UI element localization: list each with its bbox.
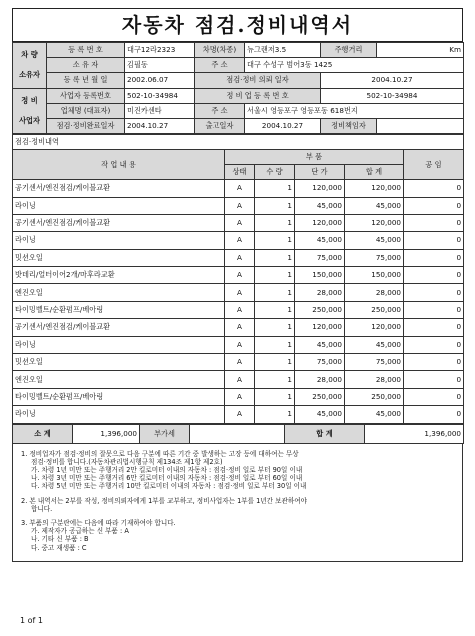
vehicle-owner-label: 차 량 소유자: [13, 43, 47, 89]
biz-reg-value: 502-10-34984: [125, 88, 195, 103]
note-line: 2. 본 내역서는 2부를 작성, 정비의뢰자에게 1부를 교부하고, 정비사업자는 1부를 1년간 보관하여야: [21, 496, 307, 505]
item-work: 밋션오일: [13, 249, 225, 266]
note-line: 합니다.: [31, 504, 53, 513]
item-amount: 120,000: [345, 319, 404, 336]
col-amount-header: 합 계: [345, 165, 404, 180]
item-amount: 75,000: [345, 354, 404, 371]
item-labor: 0: [404, 232, 464, 249]
table-row: [13, 354, 464, 371]
table-row: [13, 406, 464, 423]
col-labor-header: 공 임: [404, 150, 464, 180]
table-row: [13, 336, 464, 353]
shop-reg-label: 정 비 업 등 록 번 호: [195, 88, 321, 103]
address-label: 주 소: [195, 58, 245, 73]
item-unit-price: 250,000: [295, 388, 345, 405]
item-unit-price: 75,000: [295, 249, 345, 266]
document-page: [12, 8, 463, 562]
item-labor: 0: [404, 319, 464, 336]
item-amount: 45,000: [345, 336, 404, 353]
col-unit-header: 단 가: [295, 165, 345, 180]
item-labor: 0: [404, 406, 464, 423]
item-labor: 0: [404, 371, 464, 388]
item-amount: 28,000: [345, 371, 404, 388]
item-qty: 1: [255, 197, 295, 214]
item-labor: 0: [404, 284, 464, 301]
col-parts-header: 부 품: [225, 150, 404, 165]
item-amount: 250,000: [345, 388, 404, 405]
item-status: A: [225, 284, 255, 301]
page-number: 1 of 1: [20, 616, 43, 625]
col-work-header: 작 업 내 용: [13, 150, 225, 180]
shop-address-label: 주 소: [195, 103, 245, 118]
release-date-label: 출고일자: [195, 118, 245, 133]
mileage-label: 주행거리: [321, 43, 377, 58]
item-qty: 1: [255, 284, 295, 301]
table-row: [13, 371, 464, 388]
company-value: 미진카센타: [125, 103, 195, 118]
item-qty: 1: [255, 267, 295, 284]
section-label: 점검·정비내역: [13, 135, 464, 150]
item-qty: 1: [255, 301, 295, 318]
item-status: A: [225, 336, 255, 353]
note-line: 1. 정비업자가 점검·정비의 잘못으로 다음 구분에 따른 기간 중 발생하는 고장 등에 대하여는 무상: [21, 449, 299, 458]
car-name-label: 차명(차종): [195, 43, 245, 58]
item-amount: 75,000: [345, 249, 404, 266]
reg-date-label: 등 록 년 월 일: [47, 73, 125, 88]
header-info-table: [12, 42, 464, 134]
col-status-header: 상태: [225, 165, 255, 180]
note-line: 나. 기타 신 부품 : B: [31, 535, 89, 544]
item-qty: 1: [255, 232, 295, 249]
address-value: 대구 수성구 범어3동 1425: [245, 58, 464, 73]
item-unit-price: 45,000: [295, 336, 345, 353]
item-amount: 120,000: [345, 214, 404, 231]
item-labor: 0: [404, 336, 464, 353]
owner-value: 김필동: [125, 58, 195, 73]
item-unit-price: 45,000: [295, 197, 345, 214]
table-row: [13, 267, 464, 284]
document-title: 자동차 점검.정비내역서: [12, 8, 463, 42]
subtotal-label: 소 계: [13, 424, 73, 443]
item-unit-price: 75,000: [295, 354, 345, 371]
item-status: A: [225, 180, 255, 197]
work-items-table: [12, 134, 464, 423]
totals-table: [12, 424, 464, 444]
item-work: 밋션오일: [13, 354, 225, 371]
item-qty: 1: [255, 371, 295, 388]
item-labor: 0: [404, 301, 464, 318]
shop-reg-value: 502-10-34984: [321, 88, 464, 103]
table-row: [13, 197, 464, 214]
request-date-value: 2004.10.27: [321, 73, 464, 88]
note-line: 3. 부품의 구분란에는 다음에 따라 기재하여야 합니다.: [21, 519, 176, 528]
reg-no-value: 대구12라2323: [125, 43, 195, 58]
repairer-label: 정 비 사업자: [13, 88, 47, 134]
item-work: 라이닝: [13, 232, 225, 249]
item-qty: 1: [255, 336, 295, 353]
request-date-label: 점검·정비 의뢰 일자: [195, 73, 321, 88]
item-labor: 0: [404, 180, 464, 197]
item-amount: 150,000: [345, 267, 404, 284]
item-unit-price: 45,000: [295, 232, 345, 249]
note-line: 가. 제작자가 공급하는 신 부품 : A: [31, 527, 129, 536]
table-row: [13, 319, 464, 336]
item-labor: 0: [404, 214, 464, 231]
item-work: 공기센서/엔진점검/케이블교환: [13, 180, 225, 197]
item-qty: 1: [255, 319, 295, 336]
vat-value: [190, 424, 285, 443]
table-row: [13, 301, 464, 318]
item-labor: 0: [404, 249, 464, 266]
item-work: 공기센서/엔진점검/케이블교환: [13, 214, 225, 231]
item-amount: 45,000: [345, 406, 404, 423]
complete-date-value: 2004.10.27: [125, 118, 195, 133]
table-row: [13, 249, 464, 266]
item-status: A: [225, 232, 255, 249]
note-line: 다. 중고 재생품 : C: [31, 543, 87, 552]
item-labor: 0: [404, 388, 464, 405]
shop-address-value: 서울시 영등포구 영등포동 618번지: [245, 103, 464, 118]
item-work: 라이닝: [13, 336, 225, 353]
release-date-value: 2004.10.27: [245, 118, 321, 133]
item-qty: 1: [255, 249, 295, 266]
notes-section: [12, 444, 463, 562]
note-line: 가. 차령 1년 미만 또는 주행거리 2만 킬로미터 이내의 자동차 : 점검·정비 일로 부터 90일 이내: [31, 466, 303, 474]
owner-label: 소 유 자: [47, 58, 125, 73]
item-amount: 250,000: [345, 301, 404, 318]
item-unit-price: 120,000: [295, 180, 345, 197]
item-status: A: [225, 214, 255, 231]
item-qty: 1: [255, 180, 295, 197]
item-unit-price: 150,000: [295, 267, 345, 284]
item-status: A: [225, 319, 255, 336]
col-qty-header: 수 량: [255, 165, 295, 180]
table-row: [13, 180, 464, 197]
note-line: 점검·정비를 합니다.(자동차관리법시행규칙 제134조 제1항 제2호): [31, 457, 223, 466]
manager-label: 정비책임자: [321, 118, 377, 133]
item-labor: 0: [404, 267, 464, 284]
item-labor: 0: [404, 197, 464, 214]
table-row: [13, 214, 464, 231]
item-status: A: [225, 197, 255, 214]
manager-value: [377, 118, 464, 133]
item-status: A: [225, 388, 255, 405]
item-work: 타이밍벨트/순환펌프/베아링: [13, 301, 225, 318]
item-amount: 45,000: [345, 197, 404, 214]
reg-no-label: 등 록 번 호: [47, 43, 125, 58]
table-row: [13, 232, 464, 249]
item-qty: 1: [255, 354, 295, 371]
item-work: 라이닝: [13, 197, 225, 214]
item-unit-price: 120,000: [295, 319, 345, 336]
item-unit-price: 250,000: [295, 301, 345, 318]
item-work: 공기센서/엔진점검/케이블교환: [13, 319, 225, 336]
company-label: 업체명 (대표자): [47, 103, 125, 118]
car-name-value: 뉴그랜저3.5: [245, 43, 321, 58]
item-unit-price: 28,000: [295, 371, 345, 388]
item-status: A: [225, 371, 255, 388]
subtotal-value: 1,396,000: [73, 424, 140, 443]
reg-date-value: 2002.06.07: [125, 73, 195, 88]
table-row: [13, 284, 464, 301]
item-amount: 28,000: [345, 284, 404, 301]
item-status: A: [225, 249, 255, 266]
vat-label: 부가세: [140, 424, 190, 443]
item-work: 라이닝: [13, 406, 225, 423]
item-rows: [13, 180, 464, 423]
item-status: A: [225, 354, 255, 371]
item-work: 밧데리/얼터이어2개/마후라교환: [13, 267, 225, 284]
item-unit-price: 120,000: [295, 214, 345, 231]
table-row: [13, 388, 464, 405]
total-label: 합 계: [285, 424, 365, 443]
item-status: A: [225, 406, 255, 423]
complete-date-label: 점검·정비완료일자: [47, 118, 125, 133]
total-value: 1,396,000: [365, 424, 464, 443]
item-qty: 1: [255, 406, 295, 423]
item-status: A: [225, 267, 255, 284]
item-work: 타이밍벨트/순환펌프/베아링: [13, 388, 225, 405]
item-qty: 1: [255, 214, 295, 231]
item-work: 엔진오일: [13, 371, 225, 388]
item-amount: 45,000: [345, 232, 404, 249]
note-line: 다. 차령 5년 미만 또는 주행거리 10만 킬로미터 이내의 자동차 : 점검·정비 일로 부터 30일 이내: [31, 482, 307, 491]
item-unit-price: 45,000: [295, 406, 345, 423]
mileage-unit: Km: [377, 43, 464, 58]
item-labor: 0: [404, 354, 464, 371]
item-work: 엔진오일: [13, 284, 225, 301]
item-status: A: [225, 301, 255, 318]
item-amount: 120,000: [345, 180, 404, 197]
item-unit-price: 28,000: [295, 284, 345, 301]
note-line: 나. 차령 3년 미만 또는 주행거리 6만 킬로미터 이내의 자동차 : 점검·정비 일로 부터 60일 이내: [31, 474, 303, 483]
item-qty: 1: [255, 388, 295, 405]
biz-reg-label: 사업자 등록번호: [47, 88, 125, 103]
